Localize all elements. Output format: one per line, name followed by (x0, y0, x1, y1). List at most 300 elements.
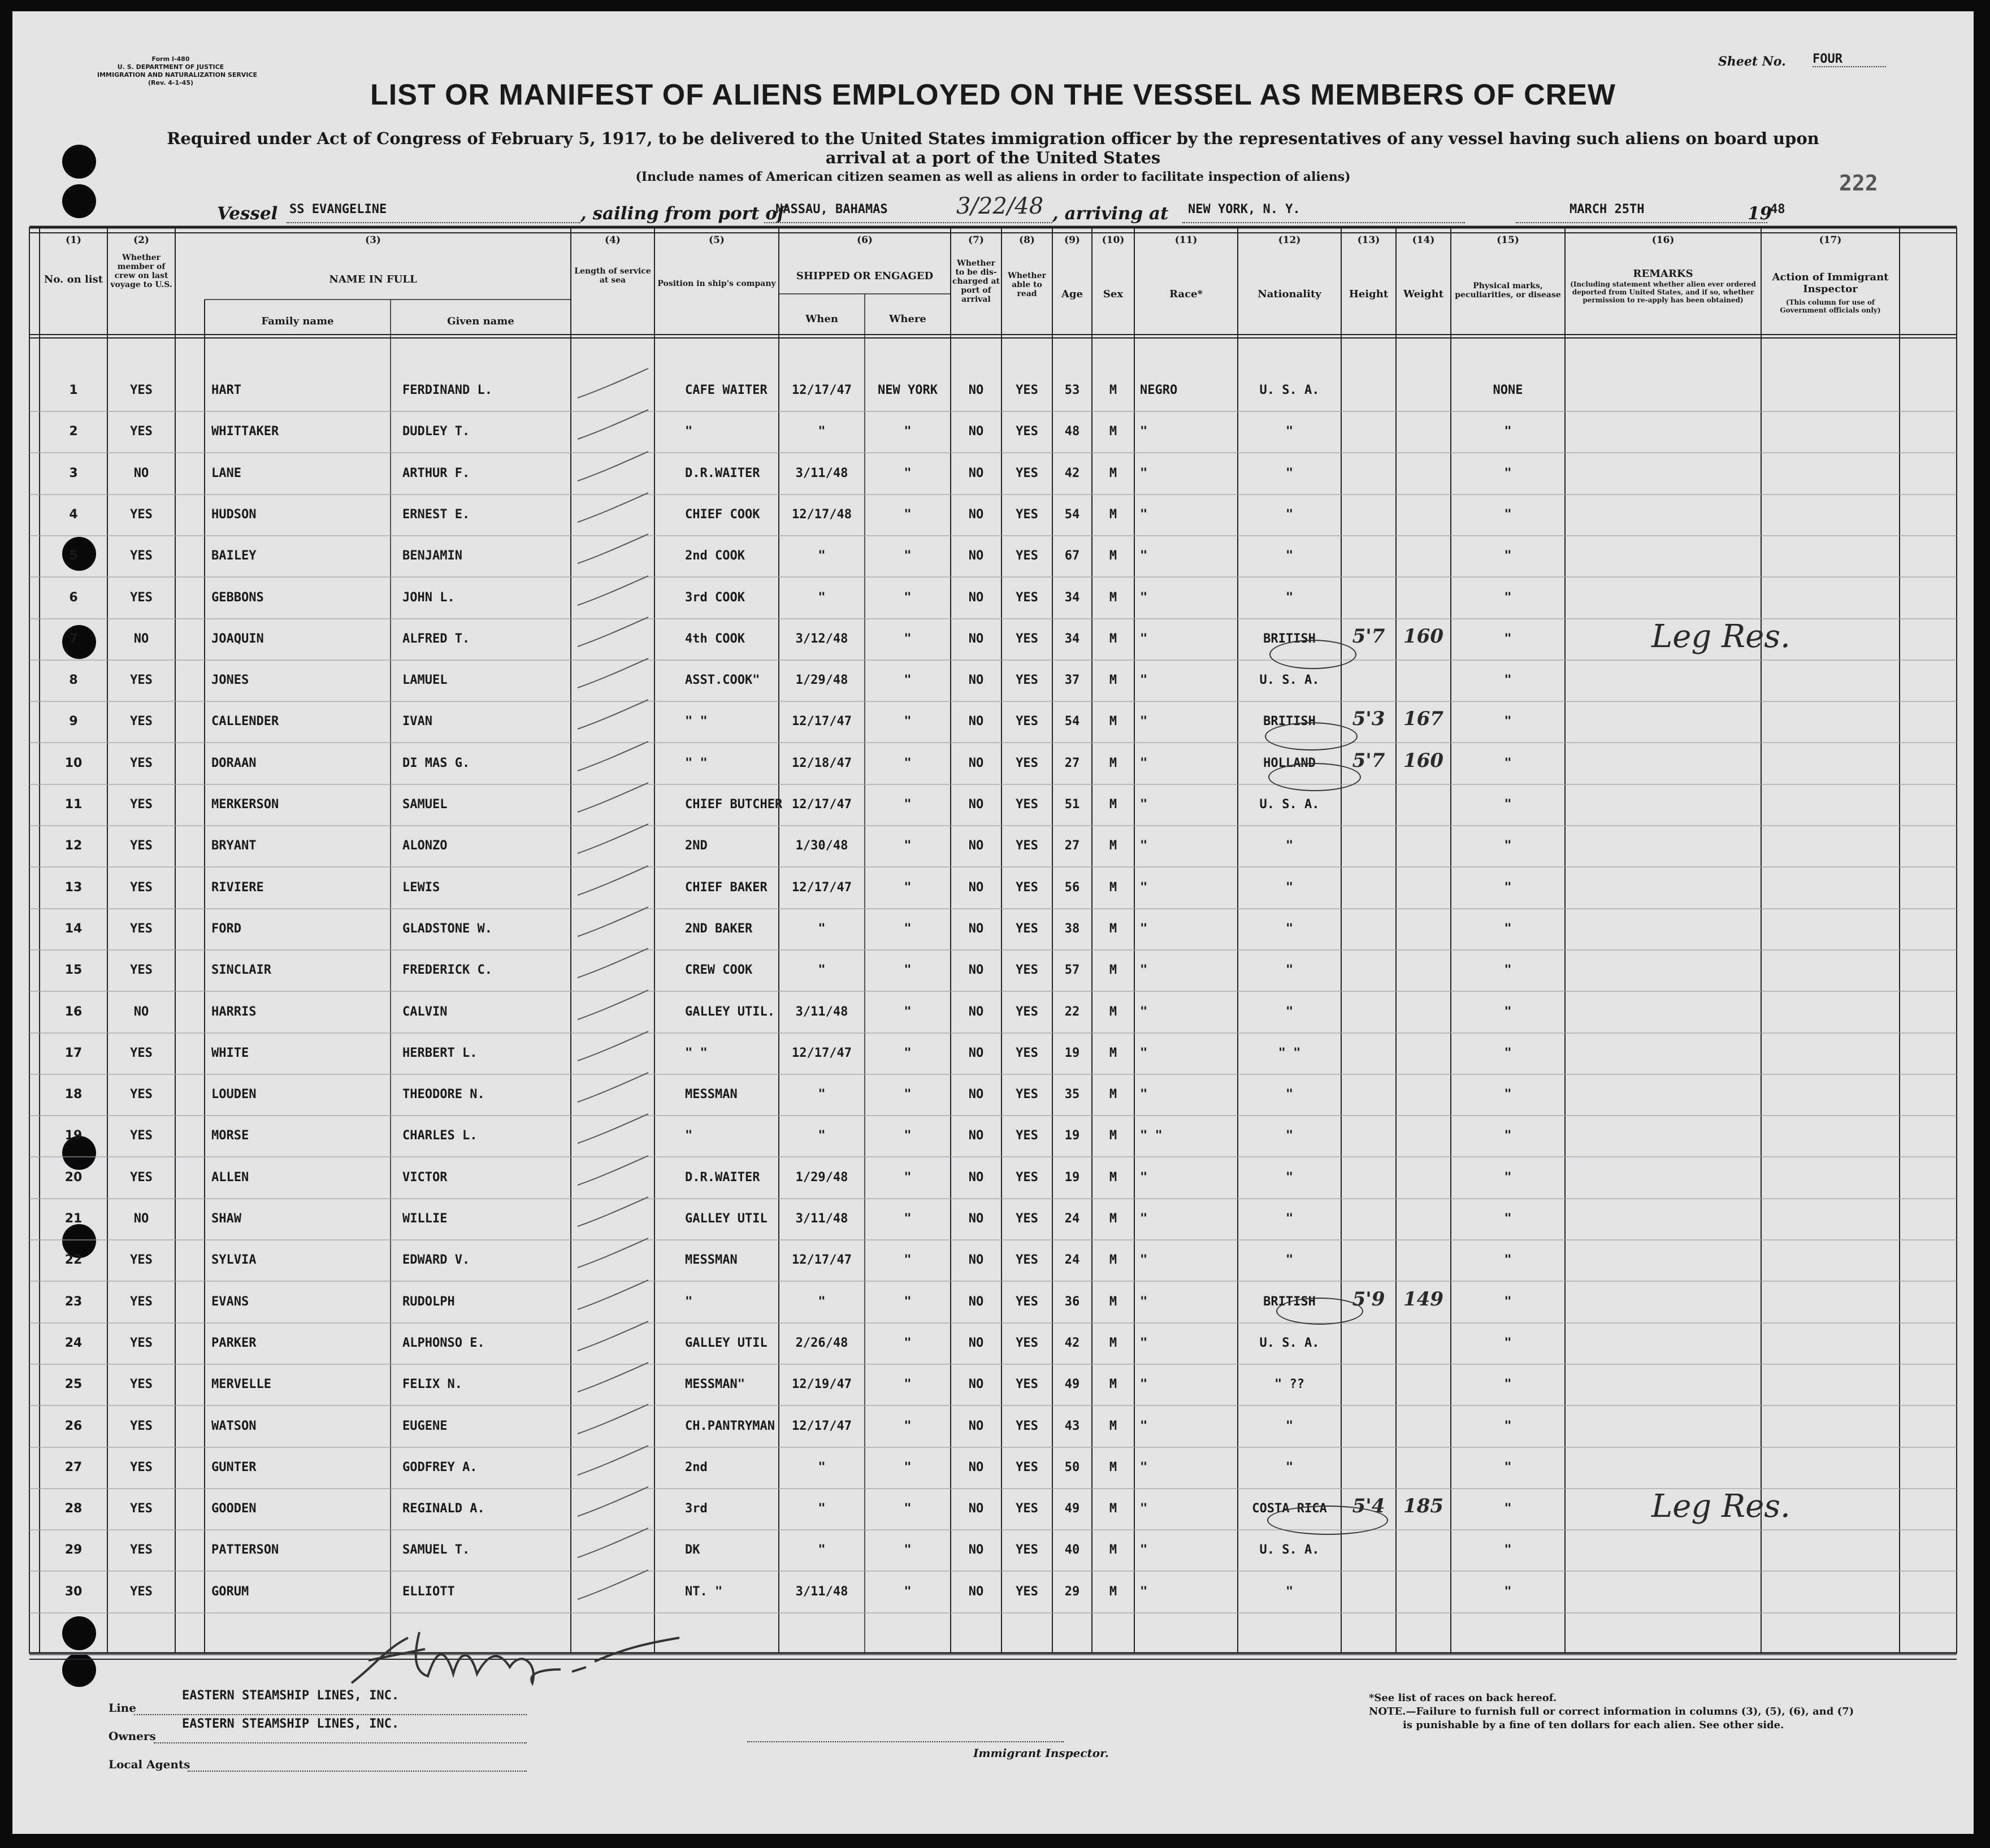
hdr-action: Action of Immigrant Inspector (1772, 271, 1889, 295)
col-num-1: (1) (66, 235, 81, 246)
cell-last: NO (133, 632, 149, 646)
cell-when: 3/11/48 (795, 1212, 848, 1226)
cell-read: YES (1016, 591, 1038, 605)
cell-nat: COSTA RICA (1252, 1502, 1327, 1516)
cell-phys: " (1504, 1046, 1512, 1060)
cell-last: YES (130, 1170, 153, 1185)
cell-sex: M (1109, 1336, 1117, 1350)
cell-family: PATTERSON (211, 1543, 279, 1557)
cell-sex: M (1109, 591, 1117, 605)
cell-when: " (818, 963, 826, 977)
cell-family: SHAW (211, 1212, 241, 1226)
hand-slash (578, 410, 648, 439)
cell-where: " (904, 424, 912, 439)
cell-age: 38 (1064, 922, 1080, 936)
cell-race: " (1140, 1087, 1148, 1101)
cell-disch: NO (968, 963, 984, 977)
cell-age: 36 (1064, 1295, 1080, 1309)
cell-when: 12/17/47 (792, 1419, 852, 1433)
cell-no: 22 (64, 1253, 83, 1267)
cell-race: " (1140, 922, 1148, 936)
cell-when: 12/18/47 (792, 756, 852, 770)
cell-race: " (1140, 673, 1148, 687)
cell-where: " (904, 839, 912, 853)
cell-age: 34 (1064, 632, 1080, 646)
cell-sex: M (1109, 963, 1117, 977)
owners-value: EASTERN STEAMSHIP LINES, INC. (182, 1717, 400, 1731)
cell-nat: U. S. A. (1259, 1336, 1320, 1350)
col-num-17: (17) (1819, 235, 1842, 246)
cell-nat: " (1285, 1212, 1294, 1226)
year-suffix: 48 (1770, 202, 1785, 216)
cell-age: 42 (1064, 1336, 1080, 1350)
cell-race: " (1140, 507, 1148, 522)
hdr-sex: Sex (1103, 288, 1124, 300)
cell-given: SAMUEL T. (402, 1543, 470, 1557)
col-num-3: (3) (365, 235, 381, 246)
cell-when: 1/30/48 (795, 839, 848, 853)
cell-no: 26 (64, 1419, 83, 1433)
cell-no: 29 (64, 1543, 83, 1557)
cell-last: YES (130, 424, 153, 439)
cell-where: " (904, 1212, 912, 1226)
cell-no: 7 (69, 632, 78, 646)
cell-nat: " (1285, 466, 1294, 480)
cell-family: MERKERSON (211, 797, 279, 812)
cell-last: YES (130, 1129, 153, 1143)
cell-when: 3/12/48 (795, 632, 848, 646)
cell-where: " (904, 756, 912, 770)
cell-family: WATSON (211, 1419, 257, 1433)
races-note: *See list of races on back hereof. (1369, 1692, 1557, 1704)
cell-race: " (1140, 1170, 1148, 1185)
cell-no: 14 (64, 922, 83, 936)
cell-phys: " (1504, 1295, 1512, 1309)
cell-disch: NO (968, 1005, 984, 1019)
cell-position: " " (685, 756, 708, 770)
cell-height: 5'7 (1352, 749, 1385, 772)
cell-family: CALLENDER (211, 714, 279, 728)
hand-slash (578, 1570, 648, 1599)
cell-position: " " (685, 1046, 708, 1060)
cell-sex: M (1109, 839, 1117, 853)
cell-sex: M (1109, 549, 1117, 563)
cell-nat: " (1285, 1460, 1294, 1474)
cell-position: " (685, 1295, 693, 1309)
cell-race: " (1140, 1212, 1148, 1226)
cell-phys: " (1504, 839, 1512, 853)
cell-nat: " (1285, 1170, 1294, 1185)
cell-read: YES (1016, 1460, 1038, 1474)
cell-sex: M (1109, 1502, 1117, 1516)
cell-when: 12/17/47 (792, 383, 852, 397)
cell-disch: NO (968, 673, 984, 687)
cell-disch: NO (968, 1336, 984, 1350)
cell-nat: " (1285, 963, 1294, 977)
cell-when: " (818, 1087, 826, 1101)
cell-read: YES (1016, 1502, 1038, 1516)
cell-age: 19 (1064, 1046, 1080, 1060)
cell-no: 27 (64, 1460, 83, 1474)
hdr-name-in-full: NAME IN FULL (329, 274, 417, 285)
cell-weight: 160 (1403, 625, 1443, 648)
cell-family: GOODEN (211, 1502, 257, 1516)
cell-when: " (818, 1129, 826, 1143)
cell-read: YES (1016, 1087, 1038, 1101)
cell-disch: NO (968, 1212, 984, 1226)
cell-phys: " (1504, 591, 1512, 605)
cell-given: DI MAS G. (402, 756, 470, 770)
hdr-race: Race* (1169, 288, 1203, 300)
hand-slash (578, 534, 648, 563)
hdr-where: Where (889, 313, 926, 325)
cell-where: " (904, 1129, 912, 1143)
cell-position: D.R.WAITER (685, 466, 760, 480)
hand-slash (578, 1528, 648, 1558)
cell-family: DORAAN (211, 756, 257, 770)
cell-given: EDWARD V. (402, 1253, 470, 1267)
cell-where: " (904, 1253, 912, 1267)
cell-no: 10 (64, 756, 83, 770)
cell-read: YES (1016, 839, 1038, 853)
cell-family: HART (211, 383, 241, 397)
cell-disch: NO (968, 1170, 984, 1185)
cell-disch: NO (968, 1543, 984, 1557)
year-prefix: 19 (1748, 203, 1772, 224)
cell-no: 13 (64, 880, 83, 895)
cell-position: NT. " (685, 1585, 723, 1599)
cell-when: " (818, 424, 826, 439)
cell-when: 1/29/48 (795, 673, 848, 687)
agents-label: Local Agents (109, 1758, 190, 1771)
cell-race: " (1140, 1543, 1148, 1557)
cell-position: GALLEY UTIL. (685, 1005, 775, 1019)
cell-read: YES (1016, 1046, 1038, 1060)
hdr-length-service: Length of service at sea (574, 267, 651, 285)
cell-read: YES (1016, 714, 1038, 728)
cell-where: " (904, 1543, 912, 1557)
cell-no: 6 (69, 591, 78, 605)
cell-when: " (818, 591, 826, 605)
cell-phys: " (1504, 880, 1512, 895)
cell-disch: NO (968, 880, 984, 895)
cell-phys: " (1504, 507, 1512, 522)
cell-nat: " (1285, 922, 1294, 936)
cell-read: YES (1016, 507, 1038, 522)
cell-position: CAFE WAITER (685, 383, 768, 397)
cell-race: " (1140, 1005, 1148, 1019)
cell-no: 5 (69, 549, 78, 563)
cell-height: 5'4 (1352, 1495, 1385, 1517)
cell-no: 8 (69, 673, 78, 687)
cell-last: YES (130, 591, 153, 605)
cell-position: 2ND (685, 839, 708, 853)
cell-weight: 149 (1403, 1288, 1443, 1311)
cell-age: 29 (1064, 1585, 1080, 1599)
cell-disch: NO (968, 1253, 984, 1267)
hand-slash (578, 948, 648, 978)
hdr-when: When (805, 313, 838, 325)
cell-given: FREDERICK C. (402, 963, 492, 977)
cell-race: " (1140, 632, 1148, 646)
cell-given: SAMUEL (402, 797, 448, 812)
cell-when: 12/17/47 (792, 1253, 852, 1267)
hand-slash (578, 452, 648, 481)
cell-sex: M (1109, 1129, 1117, 1143)
cell-phys: " (1504, 1129, 1512, 1143)
cell-disch: NO (968, 922, 984, 936)
cell-sex: M (1109, 1295, 1117, 1309)
cell-nat: U. S. A. (1259, 673, 1320, 687)
cell-age: 19 (1064, 1129, 1080, 1143)
cell-disch: NO (968, 1087, 984, 1101)
cell-phys: " (1504, 1253, 1512, 1267)
hand-slash (578, 576, 648, 605)
cell-given: VICTOR (402, 1170, 448, 1185)
cell-last: YES (130, 1543, 153, 1557)
cell-disch: NO (968, 632, 984, 646)
col-num-13: (13) (1357, 235, 1380, 246)
page-title: LIST OR MANIFEST OF ALIENS EMPLOYED ON THE VESSEL AS MEMBERS OF CREW (370, 79, 1616, 111)
hand-slash (578, 1280, 648, 1309)
nationality-circle (1276, 1298, 1363, 1325)
hdr-action-sub: (This column for use of Government officials only) (1780, 298, 1881, 314)
cell-phys: " (1504, 1336, 1512, 1350)
sheet-number: FOUR (1813, 52, 1886, 67)
cell-family: ALLEN (211, 1170, 249, 1185)
cell-where: NEW YORK (878, 383, 938, 397)
cell-age: 51 (1064, 797, 1080, 812)
cell-when: " (818, 1502, 826, 1516)
cell-nat: " (1285, 880, 1294, 895)
cell-age: 24 (1064, 1212, 1080, 1226)
cell-nat: " (1285, 1005, 1294, 1019)
cell-position: 2nd COOK (685, 549, 745, 563)
cell-no: 15 (64, 963, 83, 977)
cell-where: " (904, 1585, 912, 1599)
cell-disch: NO (968, 756, 984, 770)
hdr-last-voyage: Whether member of crew on last voyage to U.S. (110, 253, 172, 289)
col-num-16: (16) (1651, 235, 1675, 246)
cell-last: YES (130, 963, 153, 977)
departure-port: NASSAU, BAHAMAS (775, 202, 888, 216)
cell-sex: M (1109, 466, 1117, 480)
page-number: 222 (1839, 171, 1878, 196)
cell-age: 40 (1064, 1543, 1080, 1557)
cell-last: YES (130, 549, 153, 563)
cell-disch: NO (968, 1460, 984, 1474)
cell-where: " (904, 466, 912, 480)
nationality-circle (1269, 640, 1356, 669)
nationality-circle (1268, 763, 1361, 791)
cell-age: 27 (1064, 839, 1080, 853)
cell-phys: " (1504, 549, 1512, 563)
cell-last: YES (130, 1419, 153, 1433)
required-statement: Required under Act of Congress of February 5, 1917, to be delivered to the United States immigration officer by the representatives of any vessel having such aliens on board upon arrival at a port of the United States (167, 129, 1819, 167)
hand-slash (578, 1487, 648, 1516)
cell-given: ELLIOTT (402, 1585, 455, 1599)
cell-given: BENJAMIN (402, 549, 462, 563)
cell-family: FORD (211, 922, 241, 936)
cell-no: 16 (64, 1005, 83, 1019)
hand-slash (578, 866, 648, 895)
cell-when: 12/17/47 (792, 880, 852, 895)
cell-given: IVAN (402, 714, 432, 728)
cell-last: YES (130, 714, 153, 728)
cell-when: 2/26/48 (795, 1336, 848, 1350)
cell-age: 19 (1064, 1170, 1080, 1185)
cell-last: YES (130, 1087, 153, 1101)
cell-no: 19 (64, 1129, 83, 1143)
owners-underline (154, 1742, 527, 1743)
cell-given: ALFRED T. (402, 632, 470, 646)
cell-no: 28 (64, 1502, 83, 1516)
cell-sex: M (1109, 424, 1117, 439)
cell-disch: NO (968, 1046, 984, 1060)
form-number: Form I-480 (151, 55, 190, 63)
cell-given: LAMUEL (402, 673, 448, 687)
cell-phys: " (1504, 797, 1512, 812)
col-num-6: (6) (857, 235, 873, 246)
cell-read: YES (1016, 1377, 1038, 1391)
hdr-weight: Weight (1403, 288, 1444, 300)
cell-position: D.R.WAITER (685, 1170, 760, 1185)
cell-nat: HOLLAND (1263, 756, 1316, 770)
line-underline (134, 1713, 527, 1715)
cell-no: 30 (64, 1585, 83, 1599)
cell-when: 3/11/48 (795, 1005, 848, 1019)
cell-read: YES (1016, 1005, 1038, 1019)
cell-position: MESSMAN" (685, 1377, 745, 1391)
vessel-label: Vessel (217, 203, 278, 224)
cell-disch: NO (968, 1419, 984, 1433)
hdr-given-name: Given name (447, 315, 514, 327)
cell-age: 67 (1064, 549, 1080, 563)
cell-given: HERBERT L. (402, 1046, 478, 1060)
cell-where: " (904, 797, 912, 812)
cell-age: 49 (1064, 1377, 1080, 1391)
cell-sex: M (1109, 1046, 1117, 1060)
hand-slash (578, 1321, 648, 1351)
cell-given: FELIX N. (402, 1377, 462, 1391)
cell-read: YES (1016, 1170, 1038, 1185)
cell-read: YES (1016, 673, 1038, 687)
cell-age: 42 (1064, 466, 1080, 480)
cell-remarks: Leg Res. (1651, 618, 1790, 655)
cell-where: " (904, 673, 912, 687)
cell-nat: " " (1278, 1046, 1301, 1060)
cell-age: 37 (1064, 673, 1080, 687)
cell-no: 18 (64, 1087, 83, 1101)
cell-race: " (1140, 1046, 1148, 1060)
cell-sex: M (1109, 1212, 1117, 1226)
cell-family: JONES (211, 673, 249, 687)
cell-given: DUDLEY T. (402, 424, 470, 439)
hand-slash (578, 700, 648, 729)
cell-race: " (1140, 1419, 1148, 1433)
cell-position: DK (685, 1543, 700, 1557)
cell-given: LEWIS (402, 880, 440, 895)
cell-race: " (1140, 1502, 1148, 1516)
signature (329, 1615, 691, 1694)
line-label: Line (109, 1701, 136, 1715)
cell-no: 12 (64, 839, 83, 853)
cell-no: 17 (64, 1046, 83, 1060)
cell-no: 20 (64, 1170, 83, 1185)
cell-height: 5'7 (1352, 625, 1385, 648)
cell-race: " (1140, 1585, 1148, 1599)
cell-position: CHIEF BUTCHER (685, 797, 783, 812)
cell-weight: 160 (1403, 749, 1443, 772)
handwritten-date: 3/22/48 (956, 193, 1044, 219)
cell-where: " (904, 922, 912, 936)
department: U. S. DEPARTMENT OF JUSTICE (117, 63, 224, 71)
hdr-remarks-sub: (Including statement whether alien ever ordered deported from United States, and if so, whether permission to re-apply has been obtained) (1570, 280, 1756, 304)
cell-phys: " (1504, 1460, 1512, 1474)
cell-when: " (818, 549, 826, 563)
cell-nat: " (1285, 549, 1294, 563)
sheet-label: Sheet No. (1718, 54, 1786, 69)
cell-where: " (904, 1005, 912, 1019)
hand-slash (578, 1363, 648, 1392)
cell-disch: NO (968, 797, 984, 812)
cell-sex: M (1109, 1005, 1117, 1019)
cell-age: 49 (1064, 1502, 1080, 1516)
hand-slash (578, 907, 648, 936)
cell-disch: NO (968, 1502, 984, 1516)
cell-position: 2nd (685, 1460, 708, 1474)
cell-family: SYLVIA (211, 1253, 257, 1267)
cell-race: " (1140, 797, 1148, 812)
cell-race: NEGRO (1140, 383, 1178, 397)
cell-family: GEBBONS (211, 591, 264, 605)
cell-when: " (818, 922, 826, 936)
cell-last: NO (133, 1005, 149, 1019)
cell-no: 2 (69, 424, 78, 439)
cell-given: FERDINAND L. (402, 383, 492, 397)
cell-disch: NO (968, 383, 984, 397)
cell-sex: M (1109, 756, 1117, 770)
hand-slash (578, 1238, 648, 1268)
cell-family: RIVIERE (211, 880, 264, 895)
manifest-page (12, 11, 1974, 1834)
cell-position: CHIEF BAKER (685, 880, 768, 895)
cell-last: YES (130, 797, 153, 812)
cell-last: YES (130, 756, 153, 770)
cell-last: YES (130, 839, 153, 853)
cell-last: NO (133, 1212, 149, 1226)
hand-slash (578, 741, 648, 771)
cell-where: " (904, 1295, 912, 1309)
cell-where: " (904, 632, 912, 646)
cell-nat: U. S. A. (1259, 383, 1320, 397)
cell-where: " (904, 963, 912, 977)
cell-nat: " (1285, 507, 1294, 522)
col-num-15: (15) (1497, 235, 1519, 246)
cell-nat: " (1285, 424, 1294, 439)
cell-given: CALVIN (402, 1005, 448, 1019)
cell-disch: NO (968, 591, 984, 605)
hdr-able-read: Whether able to read (1008, 271, 1046, 298)
cell-race: " (1140, 1295, 1148, 1309)
cell-sex: M (1109, 1419, 1117, 1433)
cell-phys: " (1504, 1502, 1512, 1516)
cell-race: " (1140, 466, 1148, 480)
cell-read: YES (1016, 1543, 1038, 1557)
cell-nat: " (1285, 839, 1294, 853)
hdr-remarks: REMARKS (1633, 268, 1693, 280)
cell-nat: U. S. A. (1259, 797, 1320, 812)
